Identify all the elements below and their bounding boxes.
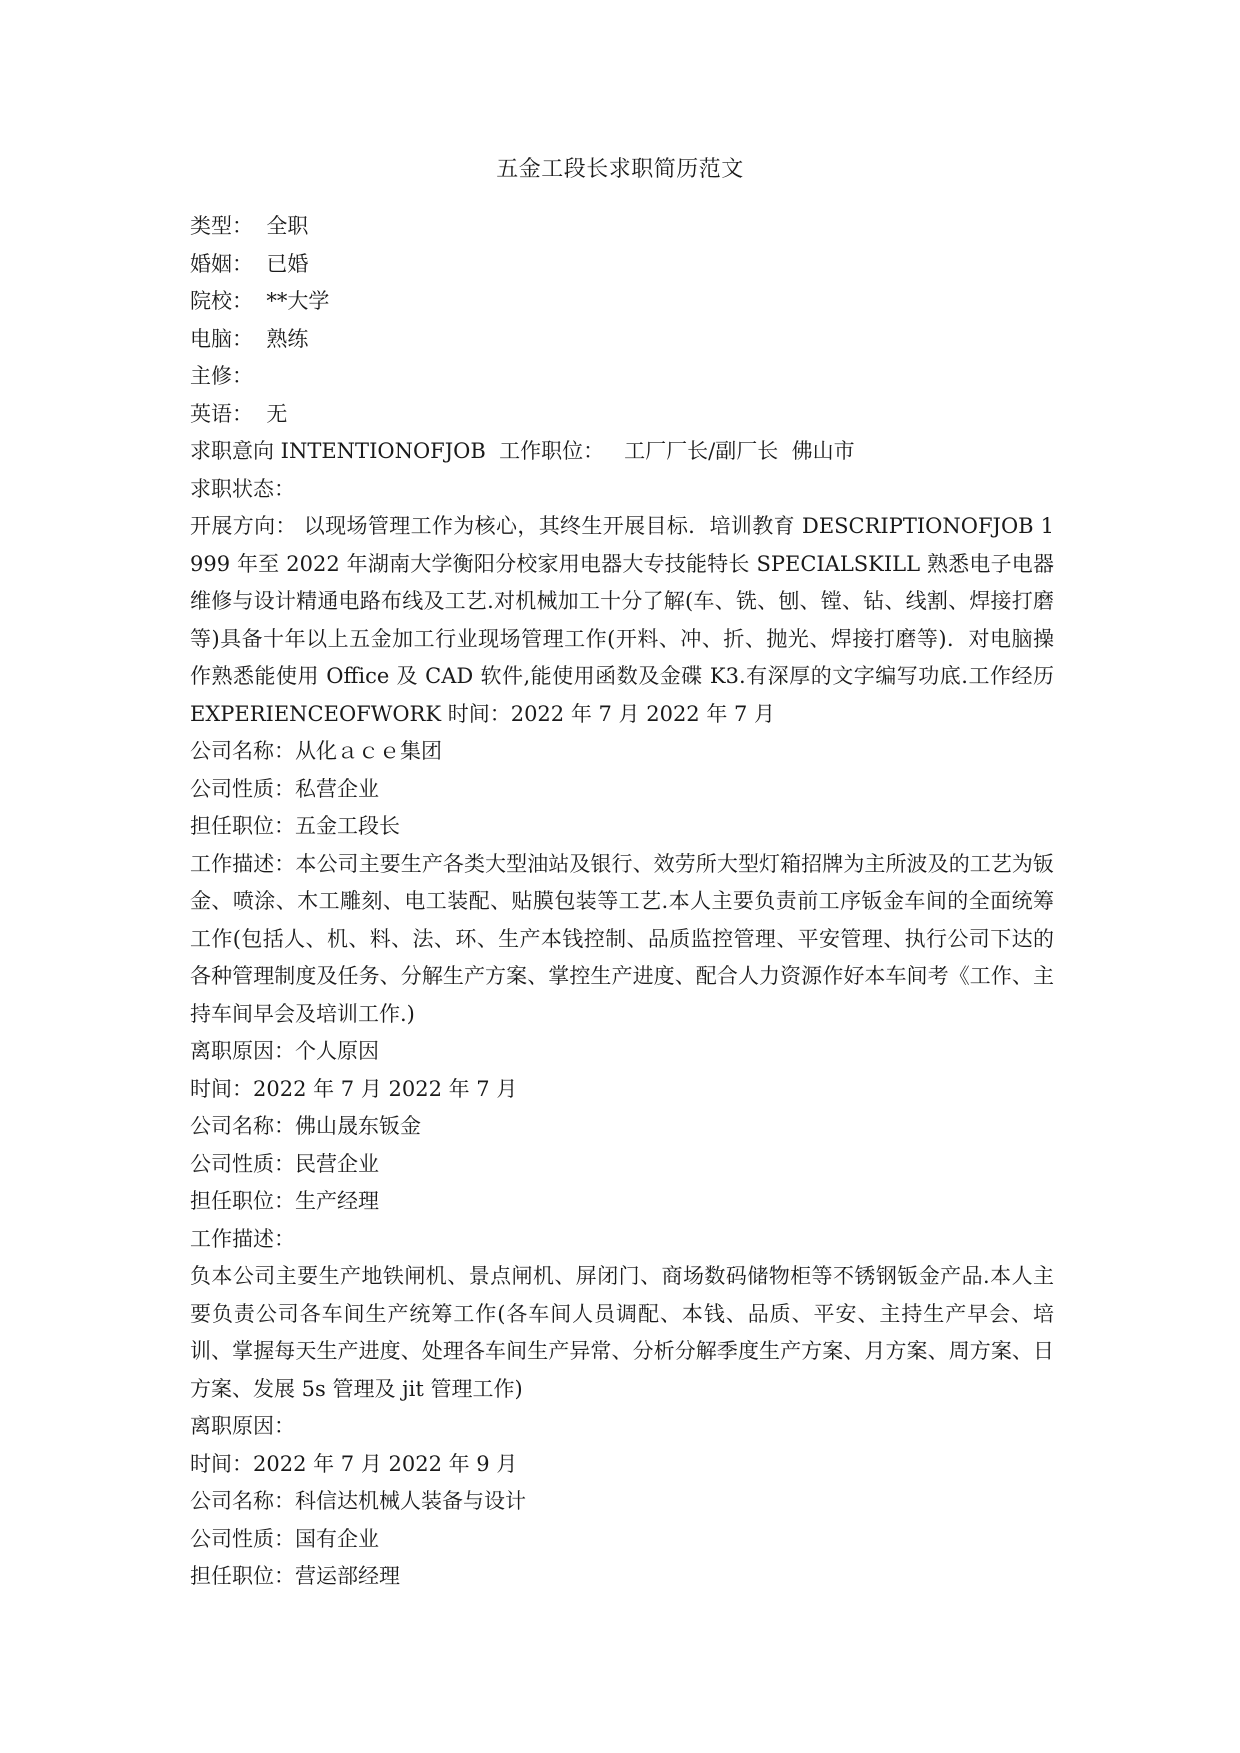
field-english: 英语： 无	[190, 401, 288, 426]
job3-nature: 公司性质：国有企业	[190, 1526, 379, 1551]
job2-position: 担任职位：生产经理	[190, 1189, 379, 1213]
job1-description: 工作描述：本公司主要生产各类大型油站及银行、效劳所大型灯箱招牌为主所波及的工艺为钣金、喷涂、木工雕刻、电工装配、贴膜包装等工艺.本人主要负责前工序钣金车间的全面统筹工作(包括人、机、料、法、环、生产本钱控制、品质监控管理、平安管理、执行公司下达的各种管理制度及任务、分解生产方案、掌控生产进度、配合人力资源作好本车间考《工作、主持车间早会及培训工作.)	[190, 851, 1054, 1026]
job2-description: 负本公司主要生产地铁闸机、景点闸机、屏闭门、商场数码储物柜等不锈钢钣金产品.本人主要负责公司各车间生产统筹工作(各车间人员调配、本钱、品质、平安、主持生产早会、培训、掌握每天生产进度、处理各车间生产异常、分析分解季度生产方案、月方案、周方案、日方案、发展 5s 管理及 jit 管理工作)	[190, 1264, 1054, 1401]
document-title: 五金工段长求职简历范文	[496, 157, 744, 182]
job2-company: 公司名称：佛山晟东钣金	[190, 1114, 421, 1138]
job1-nature: 公司性质：私营企业	[190, 776, 379, 801]
field-major: 主修：	[190, 364, 253, 388]
field-marriage: 婚姻： 已婚	[190, 251, 309, 276]
job2-description-label: 工作描述：	[190, 1226, 295, 1251]
job2-time: 时间：2022 年 7 月 2022 年 7 月	[190, 1076, 518, 1101]
field-school: 院校： **大学	[190, 289, 330, 313]
job1-company: 公司名称：从化ａｃｅ集团	[190, 739, 442, 763]
job2-leave-reason: 离职原因：	[190, 1414, 295, 1438]
field-type: 类型： 全职	[190, 214, 309, 238]
job1-position: 担任职位：五金工段长	[190, 814, 400, 838]
field-computer: 电脑： 熟练	[190, 326, 309, 351]
job3-company: 公司名称：科信达机械人装备与设计	[190, 1489, 526, 1513]
job3-position: 担任职位：营运部经理	[190, 1564, 400, 1588]
job1-leave-reason: 离职原因：个人原因	[190, 1039, 379, 1063]
field-job-intention: 求职意向 INTENTIONOFJOB 工作职位： 工厂厂长/副厂长 佛山市	[190, 439, 855, 463]
job2-nature: 公司性质：民营企业	[190, 1151, 379, 1176]
job3-time: 时间：2022 年 7 月 2022 年 9 月	[190, 1451, 518, 1476]
field-job-status: 求职状态：	[190, 476, 295, 501]
document-body	[190, 208, 1054, 1596]
development-paragraph: 开展方向： 以现场管理工作为核心，其终生开展目标．培训教育 DESCRIPTIONOFJOB 1999 年至 2022 年湖南大学衡阳分校家用电器大专技能特长 SPECIALSKILL 熟悉电子电器维修与设计精通电路布线及工艺.对机械加工十分了解(车、铣、刨、镗、钻、线割、焊接打磨等)具备十年以上五金加工行业现场管理工作(开料、冲、折、抛光、焊接打磨等)．对电脑操作熟悉能使用 Office 及 CAD 软件,能使用函数及金碟 K3.有深厚的文字编写功底.工作经历 EXPERIENCEOFWORK 时间：2022 年 7 月 2022 年 7 月	[190, 514, 1054, 726]
